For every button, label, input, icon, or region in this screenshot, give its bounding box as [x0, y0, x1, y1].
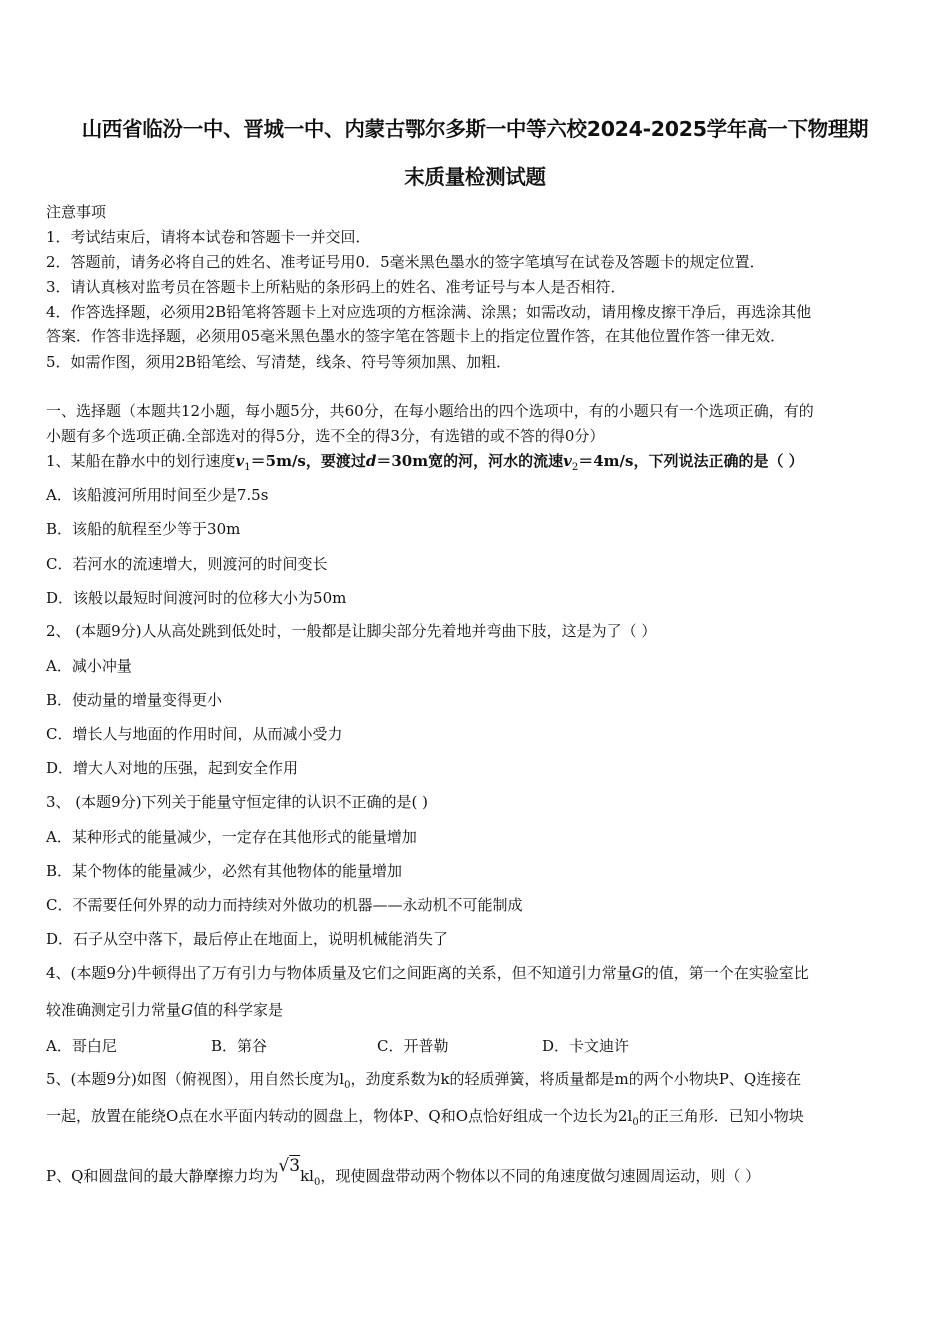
q1-text-d: ＝4m/s，下列说法正确的是（ ）	[578, 452, 804, 470]
q1-var-v: v	[235, 452, 245, 470]
q4-text-c: 较准确测定引力常量	[46, 1001, 182, 1019]
question-5-stem-line3	[46, 1156, 761, 1193]
question-1-stem	[46, 451, 804, 478]
q5-text-g: ，现使圆盘带动两个物体以不同的角速度做匀速圆周运动，则（ ）	[320, 1167, 761, 1185]
sqrt-symbol	[278, 1156, 300, 1176]
q1-text-a: 1、某船在静水中的划行速度	[46, 452, 236, 470]
q2-option-a: A．减小冲量	[46, 657, 132, 675]
q5-text-e: P、Q和圆盘间的最大静摩擦力均为	[46, 1167, 279, 1185]
q5-text-b: ，劲度系数为k的轻质弹簧，将质量都是m的两个小物块P、Q连接在	[350, 1070, 802, 1088]
q1-option-d: D．该般以最短时间渡河时的位移大小为50m	[46, 589, 347, 607]
notice-item-1: 1．考试结束后，请将本试卷和答题卡一并交回．	[46, 228, 371, 246]
q5-text-d: 的正三角形．已知小物块	[638, 1107, 804, 1125]
sqrt-sign: √	[278, 1156, 290, 1176]
q1-text-c: ＝30m宽的河，河水的流速	[376, 452, 564, 470]
notice-item-4-cont: 答案．作答非选择题，必须用05毫米黑色墨水的签字笔在答题卡上的指定位置作答，在其他位置作答一律无效．	[46, 327, 786, 345]
question-4-stem-line1	[46, 963, 809, 983]
q1-var-v2: v	[563, 452, 572, 470]
q1-var-d: d	[365, 452, 377, 470]
notice-item-3: 3．请认真核对监考员在答题卡上所粘贴的条形码上的姓名、准考证号与本人是否相符．	[46, 278, 626, 296]
q4-var-g1: G	[631, 964, 644, 982]
q1-option-a: A．该船渡河所用时间至少是7.5s	[46, 486, 269, 504]
q1-sub-1: 1	[244, 462, 251, 473]
q5-sub-2: 0	[632, 1117, 639, 1128]
notice-item-5: 5．如需作图，须用2B铅笔绘、写清楚，线条、符号等须加黑、加粗．	[46, 353, 512, 371]
q2-option-d: D．增大人对地的压强，起到安全作用	[46, 759, 299, 777]
q4-option-a: A．哥白尼	[46, 1037, 117, 1055]
notice-item-2: 2．答题前，请务必将自己的姓名、准考证号用0．5毫米黑色墨水的签字笔填写在试卷及答题卡的规定位置．	[46, 253, 765, 271]
q3-option-c: C．不需要任何外界的动力而持续对外做功的机器——永动机不可能制成	[46, 896, 523, 914]
q5-text-c: 一起，放置在能绕O点在水平面内转动的圆盘上，物体P、Q和O点恰好组成一个边长为2l	[46, 1107, 633, 1125]
question-3-stem: 3、 (本题9分)下列关于能量守恒定律的认识不正确的是( )	[46, 793, 429, 811]
sqrt-radicand: 3	[289, 1156, 301, 1176]
q4-var-g2: G	[181, 1001, 193, 1019]
q3-option-b: B．某个物体的能量减少，必然有其他物体的能量增加	[46, 862, 403, 880]
notice-heading: 注意事项	[46, 203, 107, 221]
q1-text-b: ＝5m/s，要渡过	[250, 452, 366, 470]
notice-item-4: 4．作答选择题，必须用2B铅笔将答题卡上对应选项的方框涂满、涂黑；如需改动，请用橡皮擦干净后，再选涂其他	[46, 303, 812, 321]
q5-sub-3: 0	[313, 1177, 321, 1188]
q4-text-a: 4、(本题9分)牛顿得出了万有引力与物体质量及它们之间距离的关系，但不知道引力常量	[46, 964, 632, 982]
exam-title-line1: 山西省临汾一中、晋城一中、内蒙古鄂尔多斯一中等六校2024-2025学年高一下物理期	[81, 117, 869, 141]
q3-option-d: D．石子从空中落下，最后停止在地面上，说明机械能消失了	[46, 930, 449, 948]
q4-option-c: C．开普勒	[377, 1037, 449, 1055]
q1-sub-2: 2	[571, 462, 579, 473]
q1-option-c: C．若河水的流速增大，则渡河的时间变长	[46, 555, 328, 573]
q5-text-a: 5、(本题9分)如图（俯视图），用自然长度为l	[46, 1070, 345, 1088]
q4-text-d: 值的科学家是	[193, 1001, 284, 1019]
q2-option-b: B．使动量的增量变得更小	[46, 691, 223, 709]
q5-text-f: kl	[300, 1167, 314, 1185]
question-5-stem-line2	[46, 1106, 804, 1133]
q3-option-a: A．某种形式的能量减少，一定存在其他形式的能量增加	[46, 828, 417, 846]
q4-option-d: D．卡文迪许	[542, 1037, 630, 1055]
q1-option-b: B．该船的航程至少等于30m	[46, 520, 241, 538]
q5-sub-1: 0	[344, 1080, 351, 1091]
exam-title-line2: 末质量检测试题	[404, 165, 546, 189]
question-5-stem-line1	[46, 1069, 801, 1096]
q4-option-b: B．第谷	[211, 1037, 268, 1055]
section-instructions-line2: 小题有多个选项正确.全部选对的得5分，选不全的得3分，有选错的或不答的得0分）	[46, 427, 605, 445]
question-2-stem: 2、 (本题9分)人从高处跳到低处时，一般都是让脚尖部分先着地并弯曲下肢，这是为了（ ）	[46, 622, 657, 640]
question-4-stem-line2	[46, 1000, 283, 1020]
section-instructions-line1: 一、选择题（本题共12小题，每小题5分，共60分，在每小题给出的四个选项中，有的小题只有一个选项正确，有的	[46, 402, 814, 420]
q2-option-c: C．增长人与地面的作用时间，从而减小受力	[46, 725, 343, 743]
q4-text-b: 的值，第一个在实验室比	[643, 964, 809, 982]
